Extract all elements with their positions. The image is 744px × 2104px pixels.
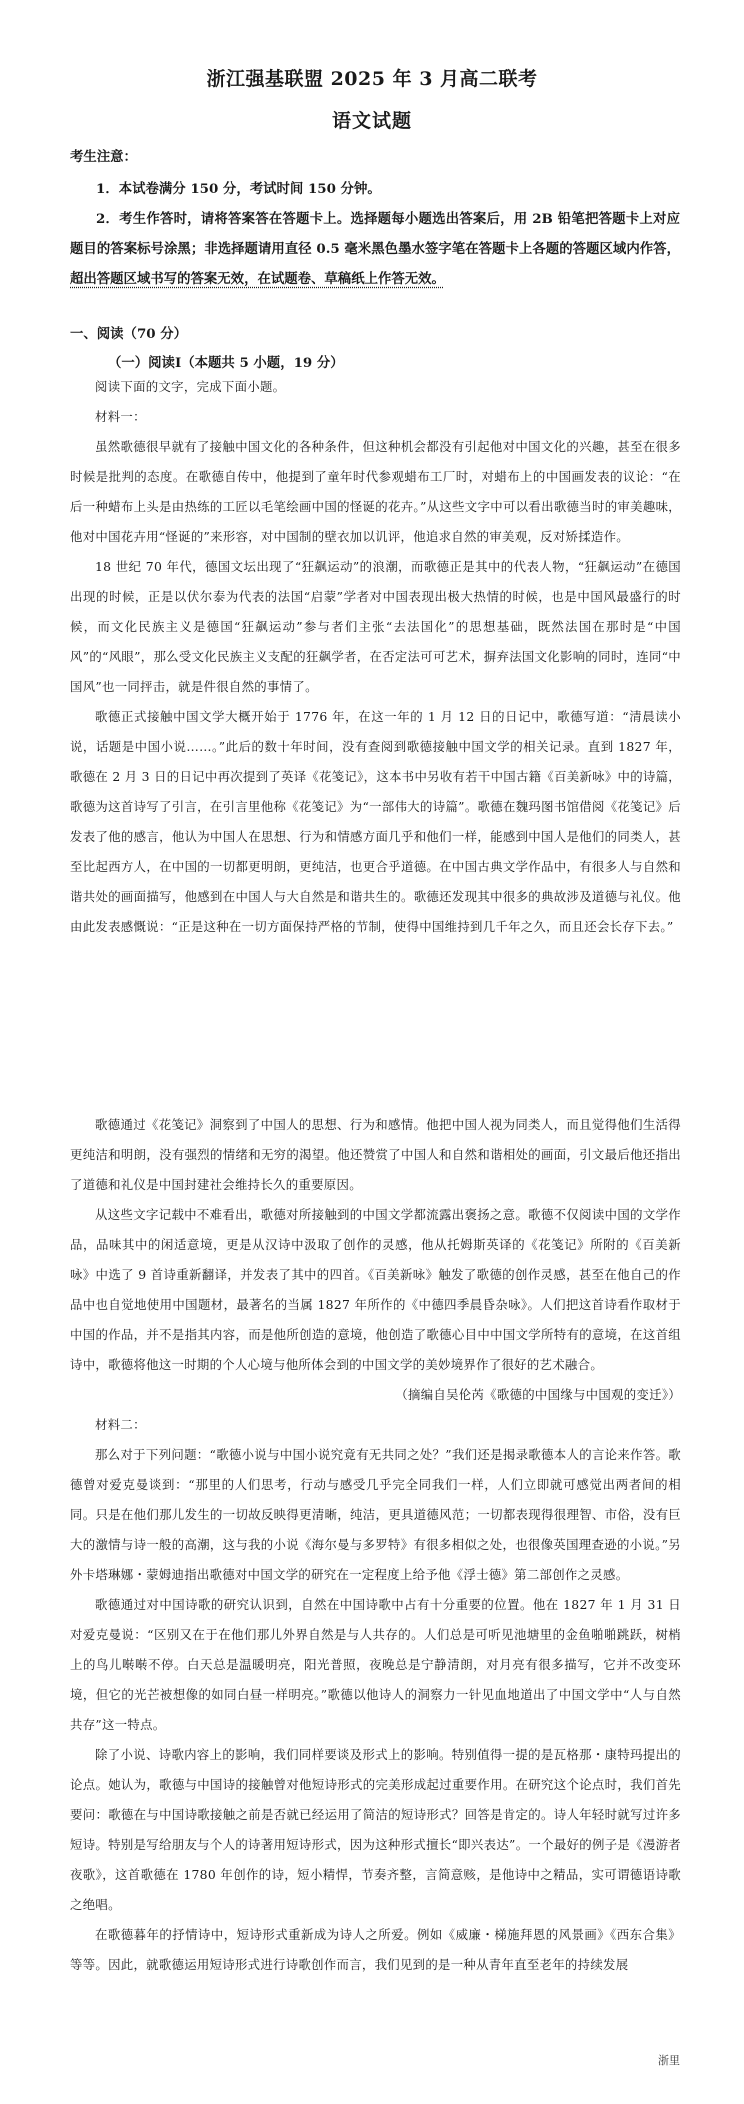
exam-subtitle: 语文试题 [331,110,412,132]
notes-item-2-main: 2．考生作答时，请将答案答在答题卡上。选择题每小题选出答案后，用 2B 铅笔把答题卡上对应题目的答案标号涂黑；非选择题请用直径 0.5 毫米黑色墨水签字笔在答题卡上各题的答题区域内作答， [70,211,680,257]
material-1-paragraph: 虽然歌德很早就有了接触中国文化的各种条件，但这种机会都没有引起他对中国文化的兴趣，甚至在很多时候是批判的态度。在歌德自传中，他提到了童年时代参观蜡布工厂时，对蜡布上的中国画发表的议论：“在后一种蜡布上头是由热练的工匠以毛笔绘画中国的怪诞的花卉。”从这些文字中可以看出歌德当时的审美趣味，他对中国花卉用“怪诞的”来形容，对中国制的壁衣加以讥评，他追求自然的审美观，反对矫揉造作。 [70,439,681,544]
section-heading: 一、阅读（70 分） [70,326,188,342]
page-footer: 浙里 [658,2054,680,2067]
notes-item-2-emphasis: 超出答题区域书写的答案无效，在试题卷、草稿纸上作答无效。 [70,271,445,287]
material-1-label: 材料一： [95,409,146,424]
subsection-heading: （一）阅读Ⅰ（本题共 5 小题，19 分） [108,355,344,371]
passage-part-2 [70,1110,681,1980]
material-1-paragraph: 歌德通过《花笺记》洞察到了中国人的思想、行为和感情。他把中国人视为同类人，而且觉得他们生活得更纯洁和明朗，没有强烈的情绪和无穷的渴望。他还赞赏了中国人和自然和谐相处的画面，引文最后他还指出了道德和礼仪是中国封建社会维持长久的重要原因。 [70,1117,681,1192]
material-2-label: 材料二： [95,1417,146,1432]
instruction: 阅读下面的文字，完成下面小题。 [95,379,286,394]
exam-title: 浙江强基联盟 2025 年 3 月高二联考 [206,68,538,90]
material-1-paragraph: 歌德正式接触中国文学大概开始于 1776 年，在这一年的 1 月 12 日的日记中，歌德写道：“清晨读小说，话题是中国小说……。”此后的数十年时间，没有查阅到歌德接触中国文学的相关记录。直到 1827 年，歌德在 2 月 3 日的日记中再次提到了英译《花笺记》，这本书中另收有若干中国古籍《百美新咏》中的诗篇，歌德为这首诗写了引言，在引言里他称《花笺记》为“一部伟大的诗篇”。歌德在魏玛图书馆借阅《花笺记》后发表了他的感言，他认为中国人在思想、行为和情感方面几乎和他们一样，能感到中国人是他们的同类人，甚至比起西方人，在中国的一切都更明朗，更纯洁，也更合乎道德。在中国古典文学作品中，有很多人与自然和谐共处的画面描写，他感到在中国人与大自然是和谐共生的。歌德还发现其中很多的典故涉及道德与礼仪。他由此发表感慨说：“正是这种在一切方面保持严格的节制，使得中国维持到几千年之久，而且还会长存下去。” [70,709,681,934]
notes-item-2 [70,204,680,294]
material-1-paragraph: 从这些文字记载中不难看出，歌德对所接触到的中国文学都流露出褒扬之意。歌德不仅阅读中国的文学作品，品味其中的闲适意境，更是从汉诗中汲取了创作的灵感，他从托姆斯英译的《花笺记》所附的《百美新咏》中选了 9 首诗重新翻译，并发表了其中的四首。《百美新咏》触发了歌德的创作灵感，甚至在他自己的作品中也自觉地使用中国题材，最著名的当属 1827 年所作的《中德四季晨昏杂咏》。人们把这首诗看作取材于中国的作品，并不是指其内容，而是他所创造的意境，他创造了歌德心目中中国文学所特有的意境，在这首组诗中，歌德将他这一时期的个人心境与他所体会到的中国文学的美妙境界作了很好的艺术融合。 [70,1207,681,1372]
notes-heading: 考生注意： [70,149,137,165]
material-2-paragraph: 歌德通过对中国诗歌的研究认识到，自然在中国诗歌中占有十分重要的位置。他在 1827 年 1 月 31 日对爱克曼说：“区别又在于在他们那儿外界自然是与人共存的。人们总是可听见池塘里的金鱼啪啪跳跃，树梢上的鸟儿啭啭不停。白天总是温暖明亮，阳光普照，夜晚总是宁静清朗，对月亮有很多描写，它并不改变环境，但它的光芒被想像的如同白昼一样明亮。”歌德以他诗人的洞察力一针见血地道出了中国文学中“人与自然共存”这一特点。 [70,1597,681,1732]
passage-part-1 [70,372,681,942]
candidate-notes [70,146,680,294]
material-1-source: （摘编自吴伦芮《歌德的中国缘与中国观的变迁》） [395,1387,681,1402]
material-1-paragraph: 18 世纪 70 年代，德国文坛出现了“狂飙运动”的浪潮，而歌德正是其中的代表人物，“狂飙运动”在德国出现的时候，正是以伏尔泰为代表的法国“启蒙”学者对中国表现出极大热情的时候，也是中国风最盛行的时候，而文化民族主义是德国“狂飙运动”参与者们主张“去法国化”的思想基础，既然法国在那时是“中国风”的“风眼”，那么受文化民族主义支配的狂飙学者，在否定法可可艺术，摒弃法国文化影响的同时，连同“中国风”也一同抨击，就是件很自然的事情了。 [70,559,681,694]
notes-item-1: 1．本试卷满分 150 分，考试时间 150 分钟。 [96,181,381,197]
material-2-paragraph: 在歌德暮年的抒情诗中，短诗形式重新成为诗人之所爱。例如《威廉・梯施拜恩的风景画》《西东合集》等等。因此，就歌德运用短诗形式进行诗歌创作而言，我们见到的是一种从青年直至老年的持续发展 [70,1927,681,1972]
material-2-paragraph: 那么对于下列问题：“歌德小说与中国小说究竟有无共同之处？”我们还是揭录歌德本人的言论来作答。歌德曾对爱克曼谈到：“那里的人们思考，行动与感受几乎完全同我们一样，人们立即就可感觉出两者间的相同。只是在他们那儿发生的一切故反映得更清晰，纯洁，更具道德风范；一切都表现得很理智、市俗，没有巨大的激情与诗一般的高潮，这与我的小说《海尔曼与多罗特》有很多相似之处，也很像英国理查逊的小说。”另外卡塔琳娜・蒙姆迪指出歌德对中国文学的研究在一定程度上给予他《浮士德》第二部创作之灵感。 [70,1447,681,1582]
material-2-paragraph: 除了小说、诗歌内容上的影响，我们同样要谈及形式上的影响。特别值得一提的是瓦格那・康特玛提出的论点。她认为，歌德与中国诗的接触曾对他短诗形式的完美形成起过重要作用。在研究这个论点时，我们首先要问：歌德在与中国诗歌接触之前是否就已经运用了简洁的短诗形式？回答是肯定的。诗人年轻时就写过许多短诗。特别是写给朋友与个人的诗著用短诗形式，因为这种形式擅长“即兴表达”。一个最好的例子是《漫游者夜歌》，这首歌德在 1780 年创作的诗，短小精悍，节奏齐整，言简意赅，是他诗中之精品，实可谓德语诗歌之绝唱。 [70,1747,681,1912]
